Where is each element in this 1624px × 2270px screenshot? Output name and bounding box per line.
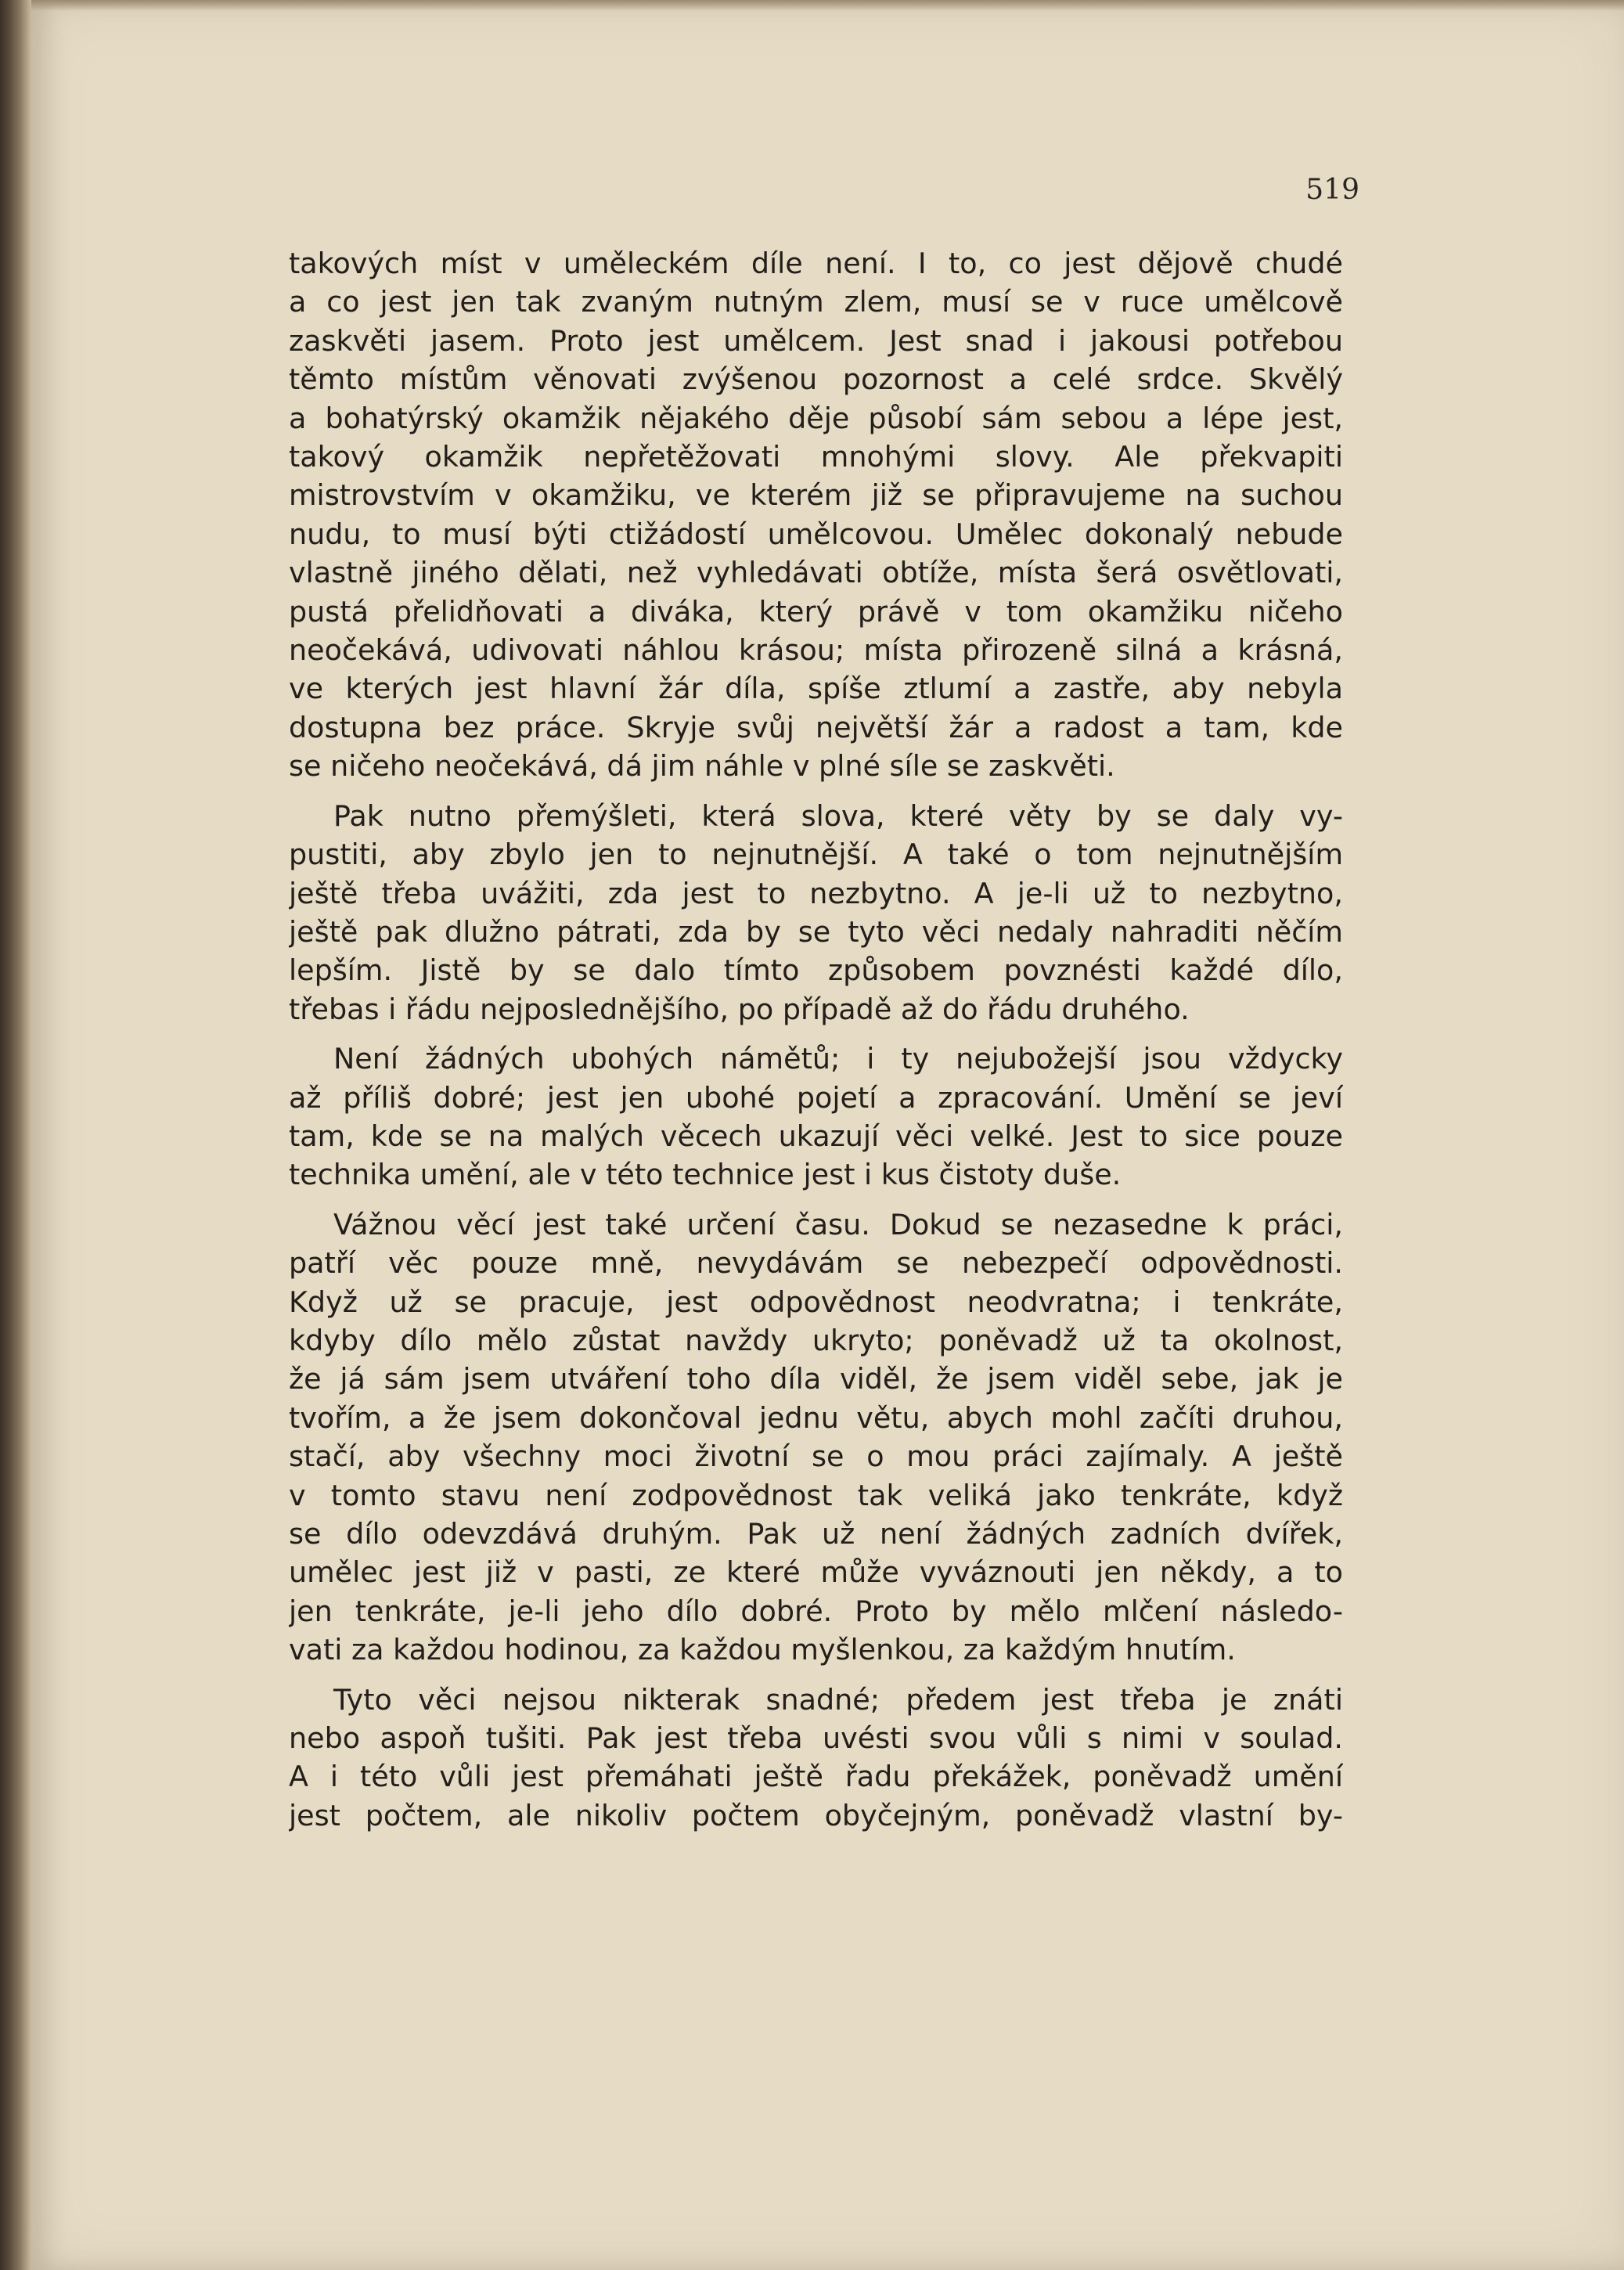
text-line: tam, kde se na malých věcech ukazují věci velké. Jest to sice pouze: [289, 1119, 1343, 1153]
text-line: A i této vůli jest přemáhati ještě řadu překážek, poněvadž umění: [289, 1760, 1343, 1794]
text-line: kdyby dílo mělo zůstat navždy ukryto; poněvadž už ta okolnost,: [289, 1323, 1343, 1357]
text-line: Pak nutno přemýšleti, která slova, které věty by se daly vy-: [333, 798, 1343, 833]
text-line: pustá přelidňovati a diváka, který právě v tom okamžiku ničeho: [289, 594, 1343, 629]
text-line: zaskvěti jasem. Proto jest umělcem. Jest snad i jakousi potřebou: [289, 323, 1343, 358]
page-number: 519: [1305, 174, 1359, 206]
text-line: jest počtem, ale nikoliv počtem obyčejným, poněvadž vlastní by-: [289, 1798, 1343, 1832]
text-line: ještě třeba uvážiti, zda jest to nezbytno. A je-li už to nezbytno,: [289, 876, 1343, 910]
text-line: Není žádných ubohých námětů; i ty nejubožejší jsou vždycky: [333, 1042, 1343, 1076]
text-line: pustiti, aby zbylo jen to nejnutnější. A také o tom nejnutnějším: [289, 838, 1343, 872]
text-line: že já sám jsem utváření toho díla viděl, že jsem viděl sebe, jak je: [289, 1362, 1343, 1396]
text-line: ve kterých jest hlavní žár díla, spíše ztlumí a zastře, aby nebyla: [289, 672, 1343, 706]
text-line: třebas i řádu nejposlednějšího, po případě až do řádu druhého.: [289, 992, 1190, 1026]
text-line: takový okamžik nepřetěžovati mnohými slovy. Ale překvapiti: [289, 440, 1343, 474]
text-line: vati za každou hodinou, za každou myšlenkou, za každým hnutím.: [289, 1633, 1236, 1667]
text-line: stačí, aby všechny moci životní se o mou práci zajímaly. A ještě: [289, 1439, 1343, 1474]
text-line: ještě pak dlužno pátrati, zda by se tyto věci nedaly nahraditi něčím: [289, 914, 1343, 949]
text-line: nebo aspoň tušiti. Pak jest třeba uvésti svou vůli s nimi v soulad.: [289, 1721, 1343, 1756]
page-top-edge: [31, 0, 1624, 11]
text-line: nudu, to musí býti ctižádostí umělcovou. Umělec dokonalý nebude: [289, 517, 1343, 551]
text-line: neočekává, udivovati náhlou krásou; místa přirozeně silná a krásná,: [289, 633, 1343, 668]
text-line: a co jest jen tak zvaným nutným zlem, musí se v ruce umělcově: [289, 285, 1343, 319]
text-line: lepším. Jistě by se dalo tímto způsobem povznésti každé dílo,: [289, 953, 1343, 988]
text-line: Tyto věci nejsou nikterak snadné; předem jest třeba je znáti: [333, 1682, 1343, 1717]
paragraph: [289, 1040, 1343, 1194]
text-line: tvořím, a že jsem dokončoval jednu větu, abych mohl začíti druhou,: [289, 1400, 1343, 1435]
text-line: technika umění, ale v této technice jest i kus čistoty duše.: [289, 1158, 1122, 1192]
text-line: těmto místům věnovati zvýšenou pozornost a celé srdce. Skvělý: [289, 362, 1343, 397]
paragraph: [289, 1681, 1343, 1836]
text-line: až příliš dobré; jest jen ubohé pojetí a zpracování. Umění se jeví: [289, 1080, 1343, 1115]
text-line: dostupna bez práce. Skryje svůj největší žár a radost a tam, kde: [289, 710, 1343, 744]
text-line: jen tenkráte, je-li jeho dílo dobré. Proto by mělo mlčení následo-: [289, 1594, 1343, 1628]
book-spine-shadow: [0, 0, 31, 2270]
text-line: vlastně jiného dělati, než vyhledávati obtíže, místa šerá osvětlovati,: [289, 556, 1343, 590]
text-line: takových míst v uměleckém díle není. I to, co jest dějově chudé: [289, 247, 1343, 280]
text-line: mistrovstvím v okamžiku, ve kterém již se připravujeme na suchou: [289, 478, 1343, 513]
text-line: umělec jest již v pasti, ze které může vyváznouti jen někdy, a to: [289, 1555, 1343, 1590]
text-line: v tomto stavu není zodpovědnost tak veliká jako tenkráte, když: [289, 1478, 1343, 1512]
text-line: se ničeho neočekává, dá jim náhle v plné síle se zaskvěti.: [289, 749, 1115, 784]
text-line: patří věc pouze mně, nevydávám se nebezpečí odpovědnosti.: [289, 1246, 1343, 1281]
paragraph: [289, 1205, 1343, 1670]
paragraph: [289, 797, 1343, 1029]
text-line: Vážnou věcí jest také určení času. Dokud se nezasedne k práci,: [333, 1207, 1343, 1241]
paragraph: [289, 244, 1343, 786]
text-line: se dílo odevzdává druhým. Pak už není žádných zadních dvířek,: [289, 1517, 1343, 1551]
body-text: [289, 244, 1343, 1846]
text-line: Když už se pracuje, jest odpovědnost neodvratna; i tenkráte,: [289, 1285, 1343, 1319]
text-line: a bohatýrský okamžik nějakého děje působí sám sebou a lépe jest,: [289, 401, 1343, 435]
